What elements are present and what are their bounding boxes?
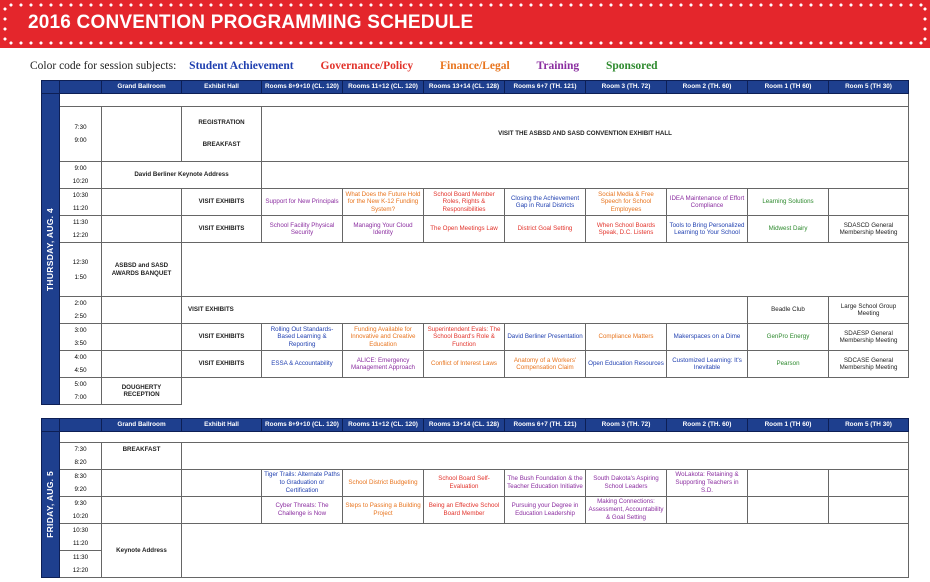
session-cell: ALICE: Emergency Management Approach [343,351,424,378]
header-blank [42,419,60,432]
time-cell: 8:30 9:20 [60,470,102,497]
session-cell: ESSA & Accountability [262,351,343,378]
col-header-rooms-13-14: Rooms 13+14 (CL. 128) [424,419,505,432]
session-cell: Conflict of Interest Laws [424,351,505,378]
empty-cell [748,497,829,524]
session-cell: School District Budgeting [343,470,424,497]
session-cell: Pearson [748,351,829,378]
session-cell: SDAESP General Membership Meeting [829,324,909,351]
session-cell: School Board Self-Evaluation [424,470,505,497]
session-cell: Large School Group Meeting [829,297,909,324]
col-header-room-2: Room 2 (TH. 60) [667,81,748,94]
empty-cell [829,189,909,216]
registration-breakfast-cell [182,107,262,162]
empty-cell [667,497,748,524]
session-cell: Cyber Threats: The Challenge is Now [262,497,343,524]
table-row [42,524,909,551]
legend-training: Training [536,60,580,72]
visit-exhibits: VISIT EXHIBITS [182,216,262,243]
empty-cell [182,243,909,297]
table-row [42,162,909,189]
header-blank [60,81,102,94]
awards-banquet: ASBSD and SASD AWARDS BANQUET [102,243,182,297]
exhibit-hall-cell [182,470,262,497]
session-cell: Managing Your Cloud Identity [343,216,424,243]
time-cell: 11:30 12:20 [60,216,102,243]
col-header-exhibit-hall: Exhibit Hall [182,81,262,94]
spacer-cell [60,432,909,443]
grand-ballroom-cell [102,216,182,243]
legend-sponsored: Sponsored [606,60,658,72]
thursday-day-label [42,94,60,405]
time-cell: 3:00 3:50 [60,324,102,351]
session-cell: What Does the Future Hold for the New K-12 Funding System? [343,189,424,216]
table-row [42,107,909,162]
col-header-rooms-11-12: Rooms 11+12 (CL. 120) [343,81,424,94]
friday-header-row [42,419,909,432]
time-cell: 12:30 1:50 [60,243,102,297]
spacer-row [42,94,909,107]
session-cell: School Facility Physical Security [262,216,343,243]
legend-finance-legal: Finance/Legal [440,60,510,72]
col-header-room-5: Room 5 (TH 30) [829,81,909,94]
header-blank [60,419,102,432]
session-cell: Funding Available for Innovative and Creative Education [343,324,424,351]
session-cell: Superintendent Evals: The School Board's Role & Function [424,324,505,351]
legend-student-achievement: Student Achievement [189,60,294,72]
table-row [42,497,909,524]
col-header-room-1: Room 1 (TH 60) [748,81,829,94]
grand-ballroom-cell [102,297,182,324]
time-cell: 9:00 10:20 [60,162,102,189]
header-blank [42,81,60,94]
time-cell: 4:00 4:50 [60,351,102,378]
col-header-rooms-13-14: Rooms 13+14 (CL. 128) [424,81,505,94]
table-row [42,243,909,297]
time-cell: 7:30 9:00 [60,107,102,162]
session-cell: School Board Member Roles, Rights & Responsibilities [424,189,505,216]
col-header-room-3: Room 3 (TH. 72) [586,419,667,432]
col-header-exhibit-hall: Exhibit Hall [182,419,262,432]
empty-cell [829,497,909,524]
table-row [42,297,909,324]
exhibit-hall-cell [182,497,262,524]
col-header-room-5: Room 5 (TH 30) [829,419,909,432]
table-row [42,216,909,243]
grand-ballroom-cell [102,351,182,378]
time-cell: 7:30 8:20 [60,443,102,470]
session-cell: Tools to Bring Personalized Learning to Your School [667,216,748,243]
col-header-rooms-6-7: Rooms 6+7 (TH. 121) [505,81,586,94]
session-cell: When School Boards Speak, D.C. Listens [586,216,667,243]
grand-ballroom-cell [102,497,182,524]
friday-schedule-table [41,418,909,578]
empty-cell [748,470,829,497]
session-cell: Pursuing your Degree in Education Leadership [505,497,586,524]
time-cell: 9:30 10:20 [60,497,102,524]
col-header-rooms-6-7: Rooms 6+7 (TH. 121) [505,419,586,432]
banner-dots-right [923,4,927,44]
visit-exhibits: VISIT EXHIBITS [182,297,748,324]
thursday-header-row [42,81,909,94]
time-cell: 10:30 11:20 [60,189,102,216]
dougherty-reception: DOUGHERTY RECEPTION [102,378,182,405]
session-cell: Making Connections: Assessment, Accountability & Goal Setting [586,497,667,524]
session-cell: GenPro Energy [748,324,829,351]
session-cell: Beadle Club [748,297,829,324]
grand-ballroom-cell [102,470,182,497]
banner-dots-left [3,4,7,44]
grand-ballroom-cell [102,324,182,351]
session-cell: SDASCD General Membership Meeting [829,216,909,243]
thursday-schedule-table [41,80,909,405]
session-cell: Open Education Resources [586,351,667,378]
session-cell: Compliance Matters [586,324,667,351]
time-cell: 2:00 2:50 [60,297,102,324]
breakfast-label: BREAKFAST [202,141,241,149]
visit-exhibits: VISIT EXHIBITS [182,351,262,378]
page-title: 2016 CONVENTION PROGRAMMING SCHEDULE [28,12,474,33]
session-cell: Learning Solutions [748,189,829,216]
spacer-row [42,432,909,443]
col-header-room-3: Room 3 (TH. 72) [586,81,667,94]
session-cell: South Dakota's Aspiring School Leaders [586,470,667,497]
friday-breakfast: BREAKFAST [102,443,182,470]
time-cell: 10:30 11:20 [60,524,102,551]
empty-cell [182,443,909,470]
time-cell: 5:00 7:00 [60,378,102,405]
header-banner [0,0,930,48]
table-row [42,470,909,497]
col-header-rooms-8-9-10: Rooms 8+9+10 (CL. 120) [262,81,343,94]
session-cell: Makerspaces on a Dime [667,324,748,351]
table-row [42,443,909,470]
session-cell: Anatomy of a Workers' Compensation Claim [505,351,586,378]
table-row [42,189,909,216]
visit-exhibits: VISIT EXHIBITS [182,189,262,216]
col-header-rooms-8-9-10: Rooms 8+9+10 (CL. 120) [262,419,343,432]
empty-cell [262,162,909,189]
session-cell: Being an Effective School Board Member [424,497,505,524]
session-cell: Tiger Trails: Alternate Paths to Graduation or Certification [262,470,343,497]
empty-cell [182,524,909,578]
col-header-grand-ballroom: Grand Ballroom [102,419,182,432]
empty-cell [182,378,909,405]
friday-keynote: Keynote Address [102,524,182,578]
session-cell: WoLakota: Retaining & Supporting Teachers in S.D. [667,470,748,497]
legend-governance-policy: Governance/Policy [320,60,414,72]
session-cell: Closing the Achievement Gap in Rural Districts [505,189,586,216]
session-cell: Steps to Passing a Building Project [343,497,424,524]
session-cell: District Goal Setting [505,216,586,243]
registration-label: REGISTRATION [198,119,245,127]
col-header-room-1: Room 1 (TH 60) [748,419,829,432]
table-row [42,351,909,378]
session-cell: Social Media & Free Speech for School Employees [586,189,667,216]
session-cell: The Bush Foundation & the Teacher Education Initiative [505,470,586,497]
session-cell: The Open Meetings Law [424,216,505,243]
banner-dots-bottom [6,41,924,45]
grand-ballroom-cell [102,189,182,216]
session-cell: Rolling Out Standards-Based Learning & Reporting [262,324,343,351]
table-row [42,324,909,351]
col-header-room-2: Room 2 (TH. 60) [667,419,748,432]
session-cell: Support for New Principals [262,189,343,216]
session-cell: Midwest Dairy [748,216,829,243]
friday-day-label [42,432,60,578]
spacer-cell [60,94,909,107]
banner-dots-top [6,3,924,7]
session-cell: David Berliner Presentation [505,324,586,351]
col-header-grand-ballroom: Grand Ballroom [102,81,182,94]
visit-exhibits: VISIT EXHIBITS [182,324,262,351]
table-row [42,378,909,405]
session-cell: Customized Learning: It's Inevitable [667,351,748,378]
color-legend [30,60,682,72]
col-header-rooms-11-12: Rooms 11+12 (CL. 120) [343,419,424,432]
day-label-text: FRIDAY, AUG. 5 [45,471,56,538]
day-label-text: THURSDAY, AUG. 4 [45,207,56,291]
session-cell: IDEA Maintenance of Effort Compliance [667,189,748,216]
session-cell: SDCASE General Membership Meeting [829,351,909,378]
empty-cell [829,470,909,497]
grand-ballroom-cell [102,107,182,162]
legend-label: Color code for session subjects: [30,60,177,72]
time-cell: 11:30 12:20 [60,551,102,578]
keynote-berliner: David Berliner Keynote Address [102,162,262,189]
exhibit-hall-visit: VISIT THE ASBSD AND SASD CONVENTION EXHIBIT HALL [262,107,909,162]
